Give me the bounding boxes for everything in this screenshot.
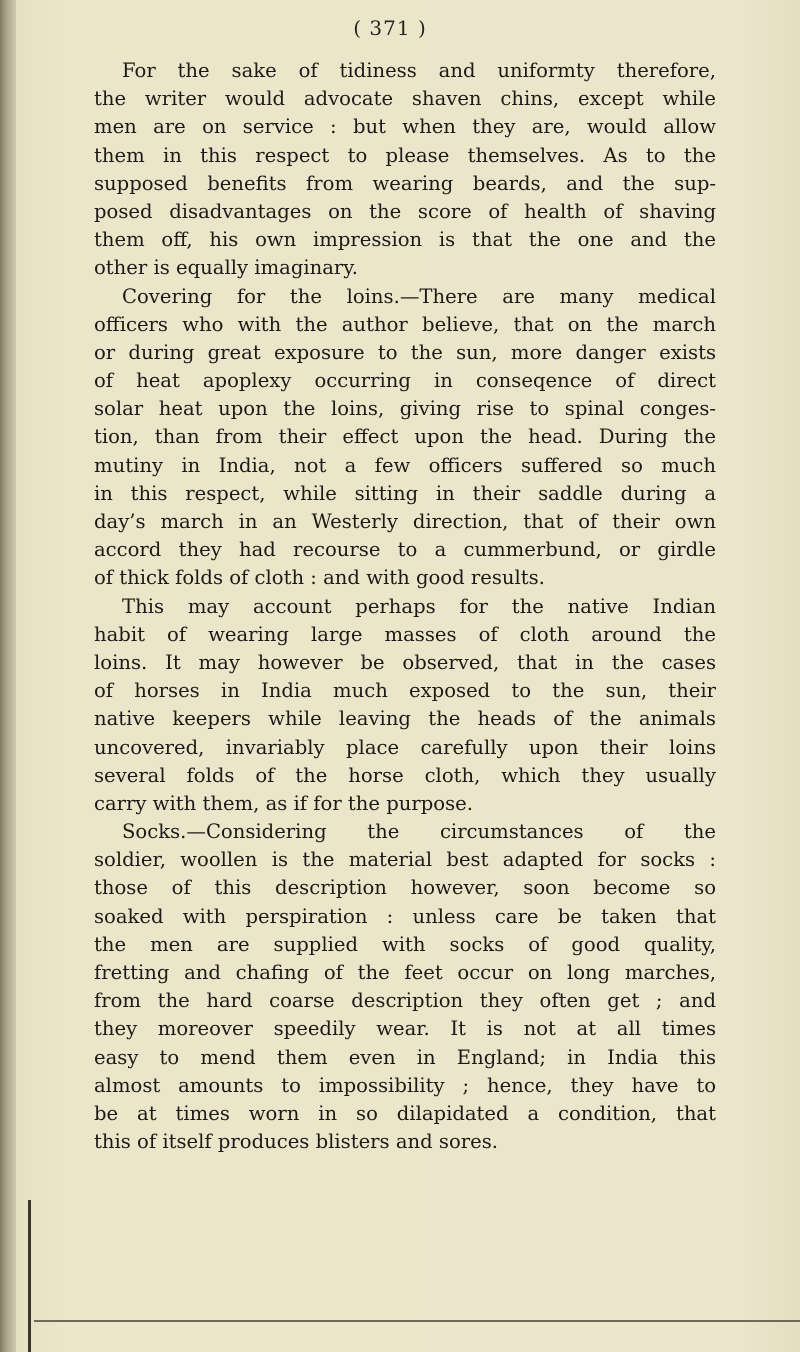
text-line: be at times worn in so dilapidated a condition, that (94, 1101, 716, 1125)
text-line: men are on service : but when they are, would allow (94, 115, 716, 139)
text-line: accord they had recourse to a cummerbund, or girdle (94, 538, 716, 562)
text-line: they moreover speedily wear. It is not at all times (94, 1017, 716, 1041)
text-line: in this respect, while sitting in their saddle during a (94, 481, 716, 505)
page-edge-mark (28, 1200, 31, 1352)
text-line: of horses in India much exposed to the sun, their (94, 679, 716, 703)
section-heading-line-covering: Covering for the loins.—There are many medical (122, 284, 716, 308)
page-bottom-edge (34, 1320, 800, 1322)
page-number: ( 371 ) (353, 16, 427, 40)
text-line: uncovered, invariably place carefully upon their loins (94, 735, 716, 759)
text-line: fretting and chafing of the feet occur on long marches, (94, 961, 716, 984)
text-line: or during great exposure to the sun, more danger exists (94, 340, 716, 364)
text-line: supposed benefits from wearing beards, and the sup- (94, 171, 716, 195)
text-line: several folds of the horse cloth, which they usually (94, 763, 716, 787)
text-line: easy to mend them even in England; in India this (94, 1045, 716, 1069)
body-text (94, 57, 716, 1156)
text-line: mutiny in India, not a few officers suffered so much (94, 453, 716, 477)
text-line: the men are supplied with socks of good quality, (94, 932, 716, 956)
text-line: of thick folds of cloth : and with good results. (94, 566, 545, 590)
text-line: day’s march in an Westerly direction, that of their own (94, 510, 716, 533)
text-line: This may account perhaps for the native Indian (122, 594, 716, 618)
text-line: them off, his own impression is that the one and the (94, 228, 716, 252)
text-line: the writer would advocate shaven chins, except while (94, 87, 716, 111)
text-line: carry with them, as if for the purpose. (94, 791, 473, 815)
text-line: this of itself produces blisters and sores. (94, 1130, 498, 1154)
text-line: from the hard coarse description they often get ; and (94, 989, 716, 1013)
text-line: soldier, woollen is the material best adapted for socks : (94, 848, 716, 872)
text-line: almost amounts to impossibility ; hence, they have to (94, 1073, 716, 1097)
text-line: loins. It may however be observed, that in the cases (94, 650, 716, 674)
text-line: native keepers while leaving the heads of the animals (94, 707, 716, 731)
text-line: solar heat upon the loins, giving rise to spinal conges- (94, 397, 716, 421)
text-line: For the sake of tidiness and uniformty therefore, (122, 59, 716, 82)
text-line: those of this description however, soon become so (94, 876, 716, 900)
book-spine-shadow (0, 0, 16, 1352)
text-line: of heat apoplexy occurring in conseqence of direct (94, 369, 716, 393)
text-line: officers who with the author believe, that on the march (94, 312, 716, 336)
text-line: soaked with perspiration : unless care be taken that (94, 904, 716, 928)
section-heading-line-socks: Socks.—Considering the circumstances of the (122, 820, 716, 844)
text-line: other is equally imaginary. (94, 256, 358, 280)
text-line: them in this respect to please themselves. As to the (94, 143, 716, 167)
text-line: posed disadvantages on the score of health of shaving (94, 199, 716, 223)
text-line: tion, than from their effect upon the head. During the (94, 425, 716, 449)
text-line: habit of wearing large masses of cloth around the (94, 622, 716, 646)
